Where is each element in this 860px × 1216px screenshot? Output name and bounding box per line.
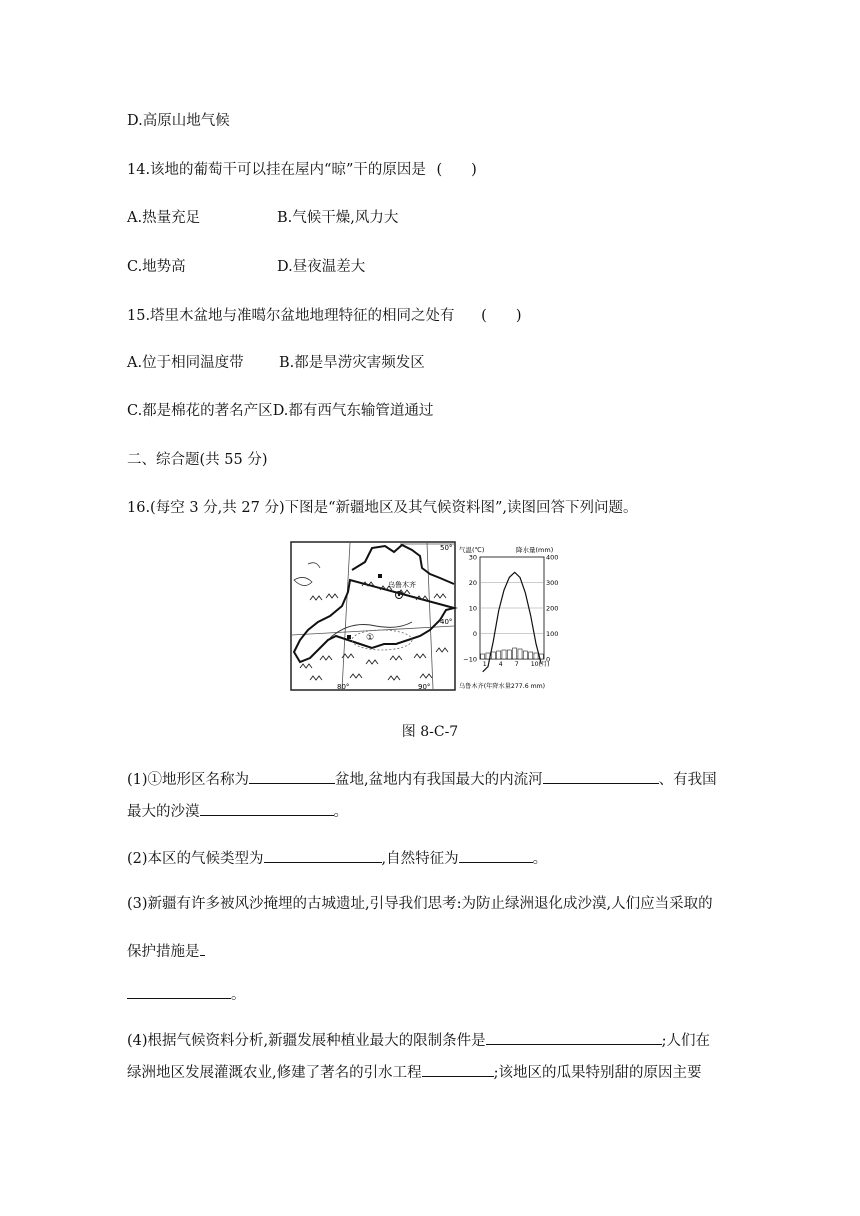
peak-marker-north — [378, 574, 382, 578]
precip-tick-label: 400 — [546, 553, 559, 562]
temp-tick-label: −10 — [463, 655, 477, 664]
precip-bar — [529, 652, 533, 659]
q16-part4-text-b: ;人们在 — [661, 1033, 711, 1049]
q16-part1-text-c: 、有我国 — [658, 772, 717, 788]
q16-blank-protection-start[interactable] — [200, 939, 205, 956]
q16-part3-line2 — [127, 939, 205, 963]
map-lon-90-label: 90° — [418, 683, 431, 691]
q16-part1-text-e: 。 — [333, 804, 348, 820]
q16-part4-text-a: (4)根据气候资料分析,新疆发展种植业最大的限制条件是 — [127, 1033, 486, 1049]
q14-stem: 14.该地的葡萄干可以挂在屋内“晾”干的原因是 — [127, 162, 426, 178]
q16-blank-water-project[interactable] — [422, 1060, 494, 1077]
temp-tick-label: 20 — [468, 579, 477, 587]
q14-option-d: D.昼夜温差大 — [277, 259, 366, 275]
xinjiang-map-and-climate-chart — [290, 540, 559, 692]
q16-part4-line1 — [127, 1028, 710, 1052]
q16-part1-line1 — [127, 767, 717, 791]
q16-part4-text-c: 绿洲地区发展灌溉农业,修建了著名的引水工程 — [127, 1065, 422, 1081]
climate-chart — [459, 545, 558, 690]
q16-blank-desert[interactable] — [200, 799, 334, 816]
precip-bar — [534, 653, 538, 659]
q16-part1-text-d: 最大的沙漠 — [127, 804, 200, 820]
q16-part1-line2 — [127, 799, 348, 823]
precip-bar — [513, 648, 517, 659]
section-title: 二、综合题(共 55 分) — [127, 452, 268, 468]
climate-chart-footer: 乌鲁木齐(年降水量277.6 mm) — [459, 683, 546, 690]
precip-bar — [497, 651, 501, 659]
month-tick-label: 7 — [514, 661, 519, 668]
month-tick-label: 4 — [498, 661, 503, 668]
q14-options-row-2 — [127, 256, 527, 278]
temp-tick-label: 30 — [468, 553, 477, 562]
xinjiang-figure — [290, 540, 559, 692]
q16-part4-line2 — [127, 1060, 702, 1084]
map-region-marker: ① — [366, 633, 375, 643]
q14-stem-line — [127, 159, 477, 181]
map-lat-50-label: 50° — [440, 544, 453, 552]
q15-option-b: B.都是旱涝灾害频发区 — [279, 355, 425, 371]
precip-tick-label: 200 — [546, 604, 559, 613]
q15-option-c: C.都是棉花的著名产区 — [127, 403, 273, 419]
q15-answer-paren: ( ) — [481, 308, 522, 324]
q16-part1-text-a: (1)①地形区名称为 — [127, 772, 250, 788]
q16-part3-text-b: 保护措施是 — [127, 944, 200, 960]
q13-option-d: D.高原山地气候 — [127, 113, 230, 129]
precip-bar — [491, 652, 495, 659]
climate-grid — [480, 583, 544, 634]
q16-blank-natural-feature[interactable] — [459, 846, 533, 863]
map-lat-40-label: 40° — [440, 618, 453, 626]
q16-blank-landform[interactable] — [249, 767, 335, 784]
q16-part2-text-c: 。 — [532, 851, 548, 867]
q16-blank-limiting-factor[interactable] — [486, 1028, 662, 1045]
q16-part1-text-b: 盆地,盆地内有我国最大的内流河 — [335, 772, 543, 788]
map-city-label: 乌鲁木齐 — [388, 581, 416, 589]
q15-stem-line — [127, 305, 522, 327]
q14-answer-paren: ( ) — [436, 162, 477, 178]
map-lon-80-label: 80° — [337, 683, 350, 691]
q15-option-d: D.都有西气东输管道通过 — [272, 403, 434, 419]
q14-option-b: B.气候干燥,风力大 — [277, 210, 399, 226]
q16-part3-line3 — [127, 982, 246, 1006]
month-tick-label: 1 — [482, 661, 487, 668]
precip-bar — [518, 649, 522, 659]
q16-stem: 16.(每空 3 分,共 27 分)下图是“新疆地区及其气候资料图”,读图回答下列问题。 — [127, 500, 638, 516]
q16-part2-text-a: (2)本区的气候类型为 — [127, 851, 264, 867]
q16-part4-text-d: ;该地区的瓜果特别甜的原因主要 — [493, 1065, 702, 1081]
q15-option-a: A.位于相同温度带 — [127, 355, 244, 371]
precip-bar — [481, 654, 485, 659]
precip-tick-label: 300 — [546, 579, 559, 587]
q14-option-a: A.热量充足 — [127, 210, 201, 226]
temp-tick-label: 10 — [468, 604, 477, 613]
q16-blank-protection-measures[interactable] — [127, 982, 231, 999]
figure-caption: 图 8-C-7 — [401, 724, 459, 740]
q16-part3-text-c: 。 — [231, 987, 246, 1003]
q14-options-row-1 — [127, 207, 527, 229]
q15-stem: 15.塔里木盆地与准噶尔盆地地理特征的相同之处有 — [127, 308, 455, 324]
q15-options-row-1 — [127, 352, 527, 374]
precip-tick-label: 0 — [546, 655, 551, 664]
precip-bar — [502, 650, 506, 659]
peak-marker-south — [347, 635, 351, 639]
q16-part2-line — [127, 846, 547, 870]
precip-tick-label: 100 — [546, 630, 559, 638]
precip-axis-title: 降水量(mm) — [516, 546, 554, 554]
precip-bar — [523, 651, 527, 659]
q15-options-row-2 — [127, 400, 433, 422]
q16-blank-climate-type[interactable] — [264, 846, 382, 863]
month-tick-label: 10(月) — [530, 661, 550, 668]
q16-part2-text-b: ,自然特征为 — [381, 851, 459, 867]
temp-tick-label: 0 — [472, 630, 477, 638]
q14-option-c: C.地势高 — [127, 259, 186, 275]
q16-blank-inland-river[interactable] — [543, 767, 659, 784]
temp-axis-title: 气温(℃) — [459, 546, 485, 554]
precip-bar — [507, 650, 511, 659]
q16-part3-line1: (3)新疆有许多被风沙掩埋的古城遗址,引导我们思考:为防止绿洲退化成沙漠,人们应当采取的 — [127, 896, 713, 912]
